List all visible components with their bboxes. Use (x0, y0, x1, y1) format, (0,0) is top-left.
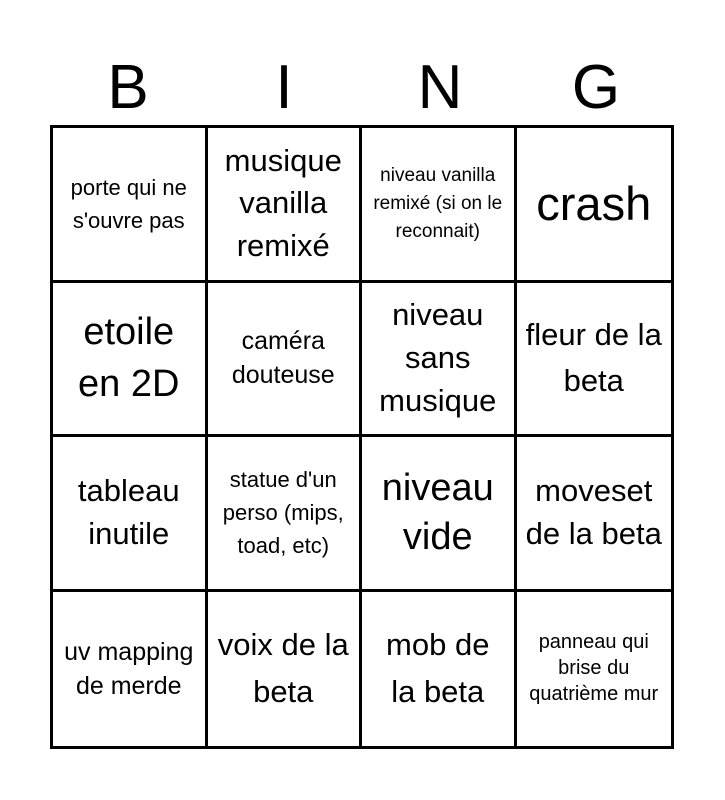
bingo-cell-r2-c1[interactable] (53, 283, 208, 438)
bingo-cell-r3-c2[interactable] (208, 437, 363, 592)
bingo-cell-text: niveau vide (381, 467, 494, 558)
bingo-cell-text: crash (536, 176, 652, 230)
bingo-cell-text: fleur de la beta (525, 316, 662, 399)
header-letter-n: N (417, 53, 463, 122)
bingo-cell-text: porte qui ne s'ouvre pas (70, 174, 187, 233)
bingo-cell-r1-c1[interactable] (53, 128, 208, 283)
bingo-cell-text: panneau qui brise du quatrième mur (529, 631, 659, 705)
bingo-cell-r3-c4[interactable] (517, 437, 672, 592)
bingo-cell-r1-c3[interactable] (362, 128, 517, 283)
bingo-board (50, 125, 674, 749)
bingo-cell-r1-c2[interactable] (208, 128, 363, 283)
bingo-cell-text: moveset de la beta (525, 472, 662, 551)
bingo-cell-r1-c4[interactable] (517, 128, 672, 283)
bingo-cell-text: mob de la beta (386, 627, 490, 709)
bingo-cell-r3-c3[interactable] (362, 437, 517, 592)
bingo-cell-text: etoile en 2D (78, 310, 180, 406)
header-letter-i: I (275, 53, 293, 122)
bingo-header (50, 52, 674, 124)
bingo-cell-text: voix de la beta (217, 627, 349, 709)
bingo-cell-r4-c1[interactable] (53, 592, 208, 747)
header-letter-g: G (571, 53, 621, 122)
bingo-cell-text: caméra douteuse (231, 327, 335, 390)
bingo-cell-text: niveau sans musique (379, 297, 497, 418)
header-letter-b: B (107, 53, 149, 122)
bingo-cell-text: niveau vanilla remixé (si on le reconnait) (373, 165, 503, 242)
bingo-cell-text: tableau inutile (77, 472, 180, 551)
bingo-cell-text: uv mapping de merde (64, 637, 194, 700)
bingo-cell-r4-c2[interactable] (208, 592, 363, 747)
bingo-cell-r4-c3[interactable] (362, 592, 517, 747)
bingo-cell-r2-c4[interactable] (517, 283, 672, 438)
bingo-cell-r2-c3[interactable] (362, 283, 517, 438)
bingo-cell-r4-c4[interactable] (517, 592, 672, 747)
bingo-cell-r3-c1[interactable] (53, 437, 208, 592)
bingo-cell-text: musique vanilla remixé (224, 142, 342, 264)
bingo-cell-text: statue d'un perso (mips, toad, etc) (222, 467, 344, 559)
bingo-cell-r2-c2[interactable] (208, 283, 363, 438)
